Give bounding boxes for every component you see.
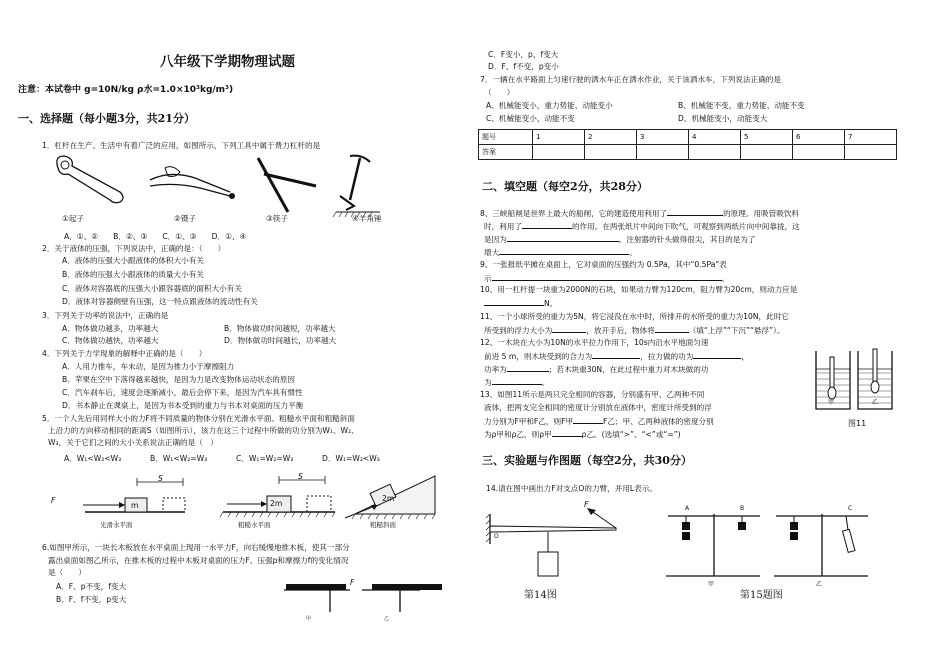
q14-pivot-label: O bbox=[494, 533, 499, 540]
q7-option-c: C、机械能变小，动能不变 bbox=[486, 114, 575, 123]
q3-option-b: B．物体做功时间越短，功率越大 bbox=[224, 324, 336, 333]
q8-line-3: 是因为 。注射器的针头做得很尖，其目的是为了 bbox=[484, 235, 756, 244]
exam-note: 注意：本试卷中 g=10N/kg ρ水=1.0×10³kg/m³) bbox=[18, 85, 234, 95]
q3-stem: 3．下列关于功率的说法中，正确的是 bbox=[42, 311, 169, 320]
q13-line-1: 13、如图11所示是两只完全相同的容器，分别盛有甲、乙两种不同 bbox=[480, 390, 705, 399]
q8-line-4: 增大 。 bbox=[484, 248, 637, 257]
q15-label-c: C bbox=[848, 505, 853, 512]
q10-line-2: N。 bbox=[484, 298, 557, 308]
q15-label-a: A bbox=[685, 505, 690, 512]
q5-option-b: B．W₁<W₂=W₃ bbox=[150, 454, 208, 463]
q3-option-a: A．物体做功越多，功率越大 bbox=[62, 324, 159, 333]
q15-label-b: B bbox=[740, 505, 745, 512]
q7-option-b: B、机械能不变，重力势能、动能不变 bbox=[678, 101, 805, 110]
q9-line-2: 示 。 bbox=[484, 274, 730, 283]
q15-fig-caption: 第15题图 bbox=[740, 590, 783, 601]
section-1-heading: 一、选择题（每小题3分，共21分） bbox=[18, 112, 195, 125]
q7-option-d: D、机械能变小，动能变大 bbox=[678, 114, 768, 123]
answer-table bbox=[478, 129, 897, 160]
q13-line-3: 力分别为F甲和F乙，则F甲 F乙；甲、乙两种液体的密度分别 bbox=[484, 417, 714, 426]
q5-distance-label-2: S bbox=[298, 472, 303, 481]
q1-stem: 1．杠杆在生产、生活中有着广泛的应用，如图所示，下列工具中属于费力杠杆的是 bbox=[42, 141, 321, 150]
q15-label-yi: 乙 bbox=[816, 581, 823, 588]
q5-line-1: 5．一个人先后用同样大小的力F将不同质量的物体分别在光滑水平面、粗糙水平面和粗糙斜面 bbox=[42, 414, 355, 423]
q6-option-c: C．F变小，p、f变大 bbox=[488, 50, 559, 59]
claw-hammer-icon bbox=[333, 156, 380, 217]
q1-caption-4: ④羊角锤 bbox=[352, 214, 382, 223]
q5-caption-2: 粗糙水平面 bbox=[238, 521, 271, 529]
q1-figure bbox=[50, 152, 390, 220]
q7-line-1: 7．一辆在水平路面上匀速行驶的洒水车正在洒水作业，关于该洒水车，下列说法正确的是 bbox=[480, 75, 781, 84]
q7-line-2: （ ） bbox=[484, 88, 515, 97]
q6-line-3: 是（ ） bbox=[48, 568, 86, 577]
answer-input-4[interactable] bbox=[689, 145, 741, 160]
q3-option-c: C．物体做功越快，功率越大 bbox=[62, 336, 159, 345]
answer-input-6[interactable] bbox=[793, 145, 845, 160]
q12-line-3: 功率为 ；若木块重30N，在此过程中重力对木块做的功 bbox=[484, 365, 709, 374]
q14-fig-caption: 第14图 bbox=[524, 590, 557, 601]
tweezers-icon bbox=[150, 167, 235, 199]
q14-force-label: F bbox=[584, 500, 589, 509]
q11-line-2: 所受到的浮力大小为 ，放开手后，物体将 （填“上浮”“下沉”“悬浮”）。 bbox=[484, 326, 785, 335]
q2-option-d: D．液体对容器侧壁有压强，这一特点跟液体的流动性有关 bbox=[62, 297, 258, 306]
q4-option-a: A．人用力推车，车未动，是因为推力小于摩擦阻力 bbox=[62, 362, 235, 371]
q5-line-2: 上沿力的方向移动相同的距离S（如图所示），该力在这三个过程中所做的功分别为W₁、W₂、 bbox=[48, 426, 359, 435]
q5-line-3: W₃，关于它们之间的大小关系说法正确的是（ ） bbox=[48, 438, 219, 447]
answer-cell: 题号 bbox=[479, 130, 533, 145]
answer-cell: 7 bbox=[845, 130, 897, 145]
q3-option-d: D．物体做功时间越长，功率越大 bbox=[224, 336, 337, 345]
q2-stem: 2．关于液体的压强，下列说法中，正确的是：（ ） bbox=[42, 244, 226, 253]
answer-cell: 4 bbox=[689, 130, 741, 145]
q4-option-c: C．汽车刹车后，速度会逐渐减小，最后会停下来，是因为汽车具有惯性 bbox=[62, 388, 303, 397]
q5-mass-1: m bbox=[131, 501, 139, 510]
q2-option-c: C．液体对容器底的压强大小跟容器底的面积大小有关 bbox=[62, 284, 242, 293]
section-2-heading: 二、填空题（每空2分，共28分） bbox=[482, 180, 648, 193]
q13-label-yi: 乙 bbox=[872, 399, 879, 406]
q6-option-d: D．F、f不变，p变小 bbox=[488, 62, 559, 71]
q13-fig-caption: 图11 bbox=[848, 419, 867, 428]
q8-line-1: 8、三峡船闸是世界上最大的船闸，它的建造使用利用了 的原理。用吸管吸饮料 bbox=[480, 209, 800, 218]
q1-caption-1: ①起子 bbox=[62, 214, 84, 223]
q14-stem: 14.请在图中画出力F对支点O的力臂，并用L表示。 bbox=[486, 484, 657, 493]
section-3-heading: 三、实验题与作图题（每空2分，共30分） bbox=[482, 454, 692, 467]
q5-figure bbox=[45, 468, 440, 528]
bottle-opener-icon bbox=[57, 156, 123, 203]
q6-option-b: B．F、f不变，p变大 bbox=[56, 595, 127, 604]
answer-table-row-2 bbox=[479, 145, 897, 160]
q5-mass-3: 2m bbox=[382, 494, 395, 503]
q6-line-2: 露出桌面如图乙所示，在推木板的过程中木板对桌面的压力F、压强p和摩擦力f的变化情况 bbox=[48, 556, 349, 565]
answer-cell: 6 bbox=[793, 130, 845, 145]
q6-line-1: 6.如图甲所示，一块长木板放在水平桌面上现用一水平力F，向右缓慢地推木板，使其一部分 bbox=[42, 543, 350, 552]
q12-line-4: 为 。 bbox=[484, 378, 550, 387]
q1-caption-3: ③筷子 bbox=[266, 214, 288, 223]
q5-force-label: F bbox=[51, 496, 56, 505]
q14-figure bbox=[486, 500, 636, 586]
answer-input-7[interactable] bbox=[845, 145, 897, 160]
q12-line-2: 前进 5 m，则木块受到的合力为 ，拉力做的功为 ， bbox=[484, 352, 749, 361]
q6-force-label: F bbox=[350, 578, 355, 587]
q6-figure bbox=[280, 574, 440, 620]
q4-option-b: B．苹果在空中下落得越来越快，是因为力是改变物体运动状态的原因 bbox=[62, 375, 296, 384]
q4-option-d: D．书本静止在课桌上，是因为书本受到的重力与书本对桌面的压力平衡 bbox=[62, 401, 304, 410]
answer-input-2[interactable] bbox=[585, 145, 637, 160]
answer-cell: 5 bbox=[741, 130, 793, 145]
q5-option-d: D．W₁=W₂<W₃ bbox=[322, 454, 380, 463]
q5-option-a: A．W₁<W₂<W₃ bbox=[64, 454, 122, 463]
answer-input-1[interactable] bbox=[533, 145, 585, 160]
answer-cell: 3 bbox=[637, 130, 689, 145]
q5-option-c: C．W₁=W₂=W₃ bbox=[236, 454, 294, 463]
answer-cell: 1 bbox=[533, 130, 585, 145]
q8-line-2: 时，利用了 的作用。在两张纸片中间向下吹气，可观察到两纸片向中间靠拢，这 bbox=[484, 222, 800, 231]
q2-option-b: B．液体的压强大小跟液体的质量大小有关 bbox=[62, 270, 204, 279]
q13-line-2: 液体，把两支完全相同的密度计分别放在液体中，密度计所受到的浮 bbox=[484, 403, 712, 412]
q5-distance-label-1: S bbox=[158, 474, 163, 483]
q5-caption-3: 粗糙斜面 bbox=[370, 521, 396, 529]
chopsticks-icon bbox=[258, 158, 316, 212]
q10-line-1: 10、用一杠杆提一块重为2000N的石块，如果动力臂为120cm，阻力臂为20cm，则动力应是 bbox=[480, 285, 798, 294]
q5-mass-2: 2m bbox=[270, 499, 283, 508]
answer-input-3[interactable] bbox=[637, 145, 689, 160]
q9-line-1: 9、一张报纸平摊在桌面上，它对桌面的压强约为 0.5Pa，其中“0.5Pa”表 bbox=[480, 260, 727, 269]
q15-label-jia: 甲 bbox=[708, 581, 715, 588]
q11-line-1: 11、一个小球所受的重力为5N，将它浸没在水中时，所排开的水所受的重力为10N，此时它 bbox=[480, 312, 789, 321]
q1-caption-2: ②镊子 bbox=[174, 214, 196, 223]
q1-options: A．①、② B．②、③ C．①、③ D．①、④ bbox=[64, 232, 247, 241]
q13-line-4: 为ρ甲和ρ乙，则ρ甲 ρ乙。(选填“>”、“<”或“=”) bbox=[484, 430, 681, 439]
q12-line-1: 12、一木块在大小为10N的水平拉力作用下，10s内沿水平地面匀速 bbox=[480, 338, 709, 347]
answer-input-5[interactable] bbox=[741, 145, 793, 160]
q13-label-jia: 甲 bbox=[828, 399, 835, 406]
answer-table-row-1 bbox=[479, 130, 897, 145]
answer-cell: 答案 bbox=[479, 145, 533, 160]
q7-option-a: A、机械能变小，重力势能、动能变小 bbox=[486, 101, 613, 110]
answer-cell: 2 bbox=[585, 130, 637, 145]
q6-label-yi: 乙 bbox=[384, 616, 390, 622]
q5-caption-1: 光滑水平面 bbox=[100, 521, 133, 529]
q6-label-jia: 甲 bbox=[306, 616, 312, 622]
q15-figure bbox=[662, 500, 872, 590]
q4-stem: 4．下列关于力学现象的解释中正确的是（ ） bbox=[42, 349, 207, 358]
page-title: 八年级下学期物理试题 bbox=[160, 54, 295, 70]
q6-option-a: A．F、p不变，f变大 bbox=[56, 582, 127, 591]
q2-option-a: A．液体的压强大小跟液体的体积大小有关 bbox=[62, 256, 204, 265]
q13-figure bbox=[812, 345, 898, 415]
